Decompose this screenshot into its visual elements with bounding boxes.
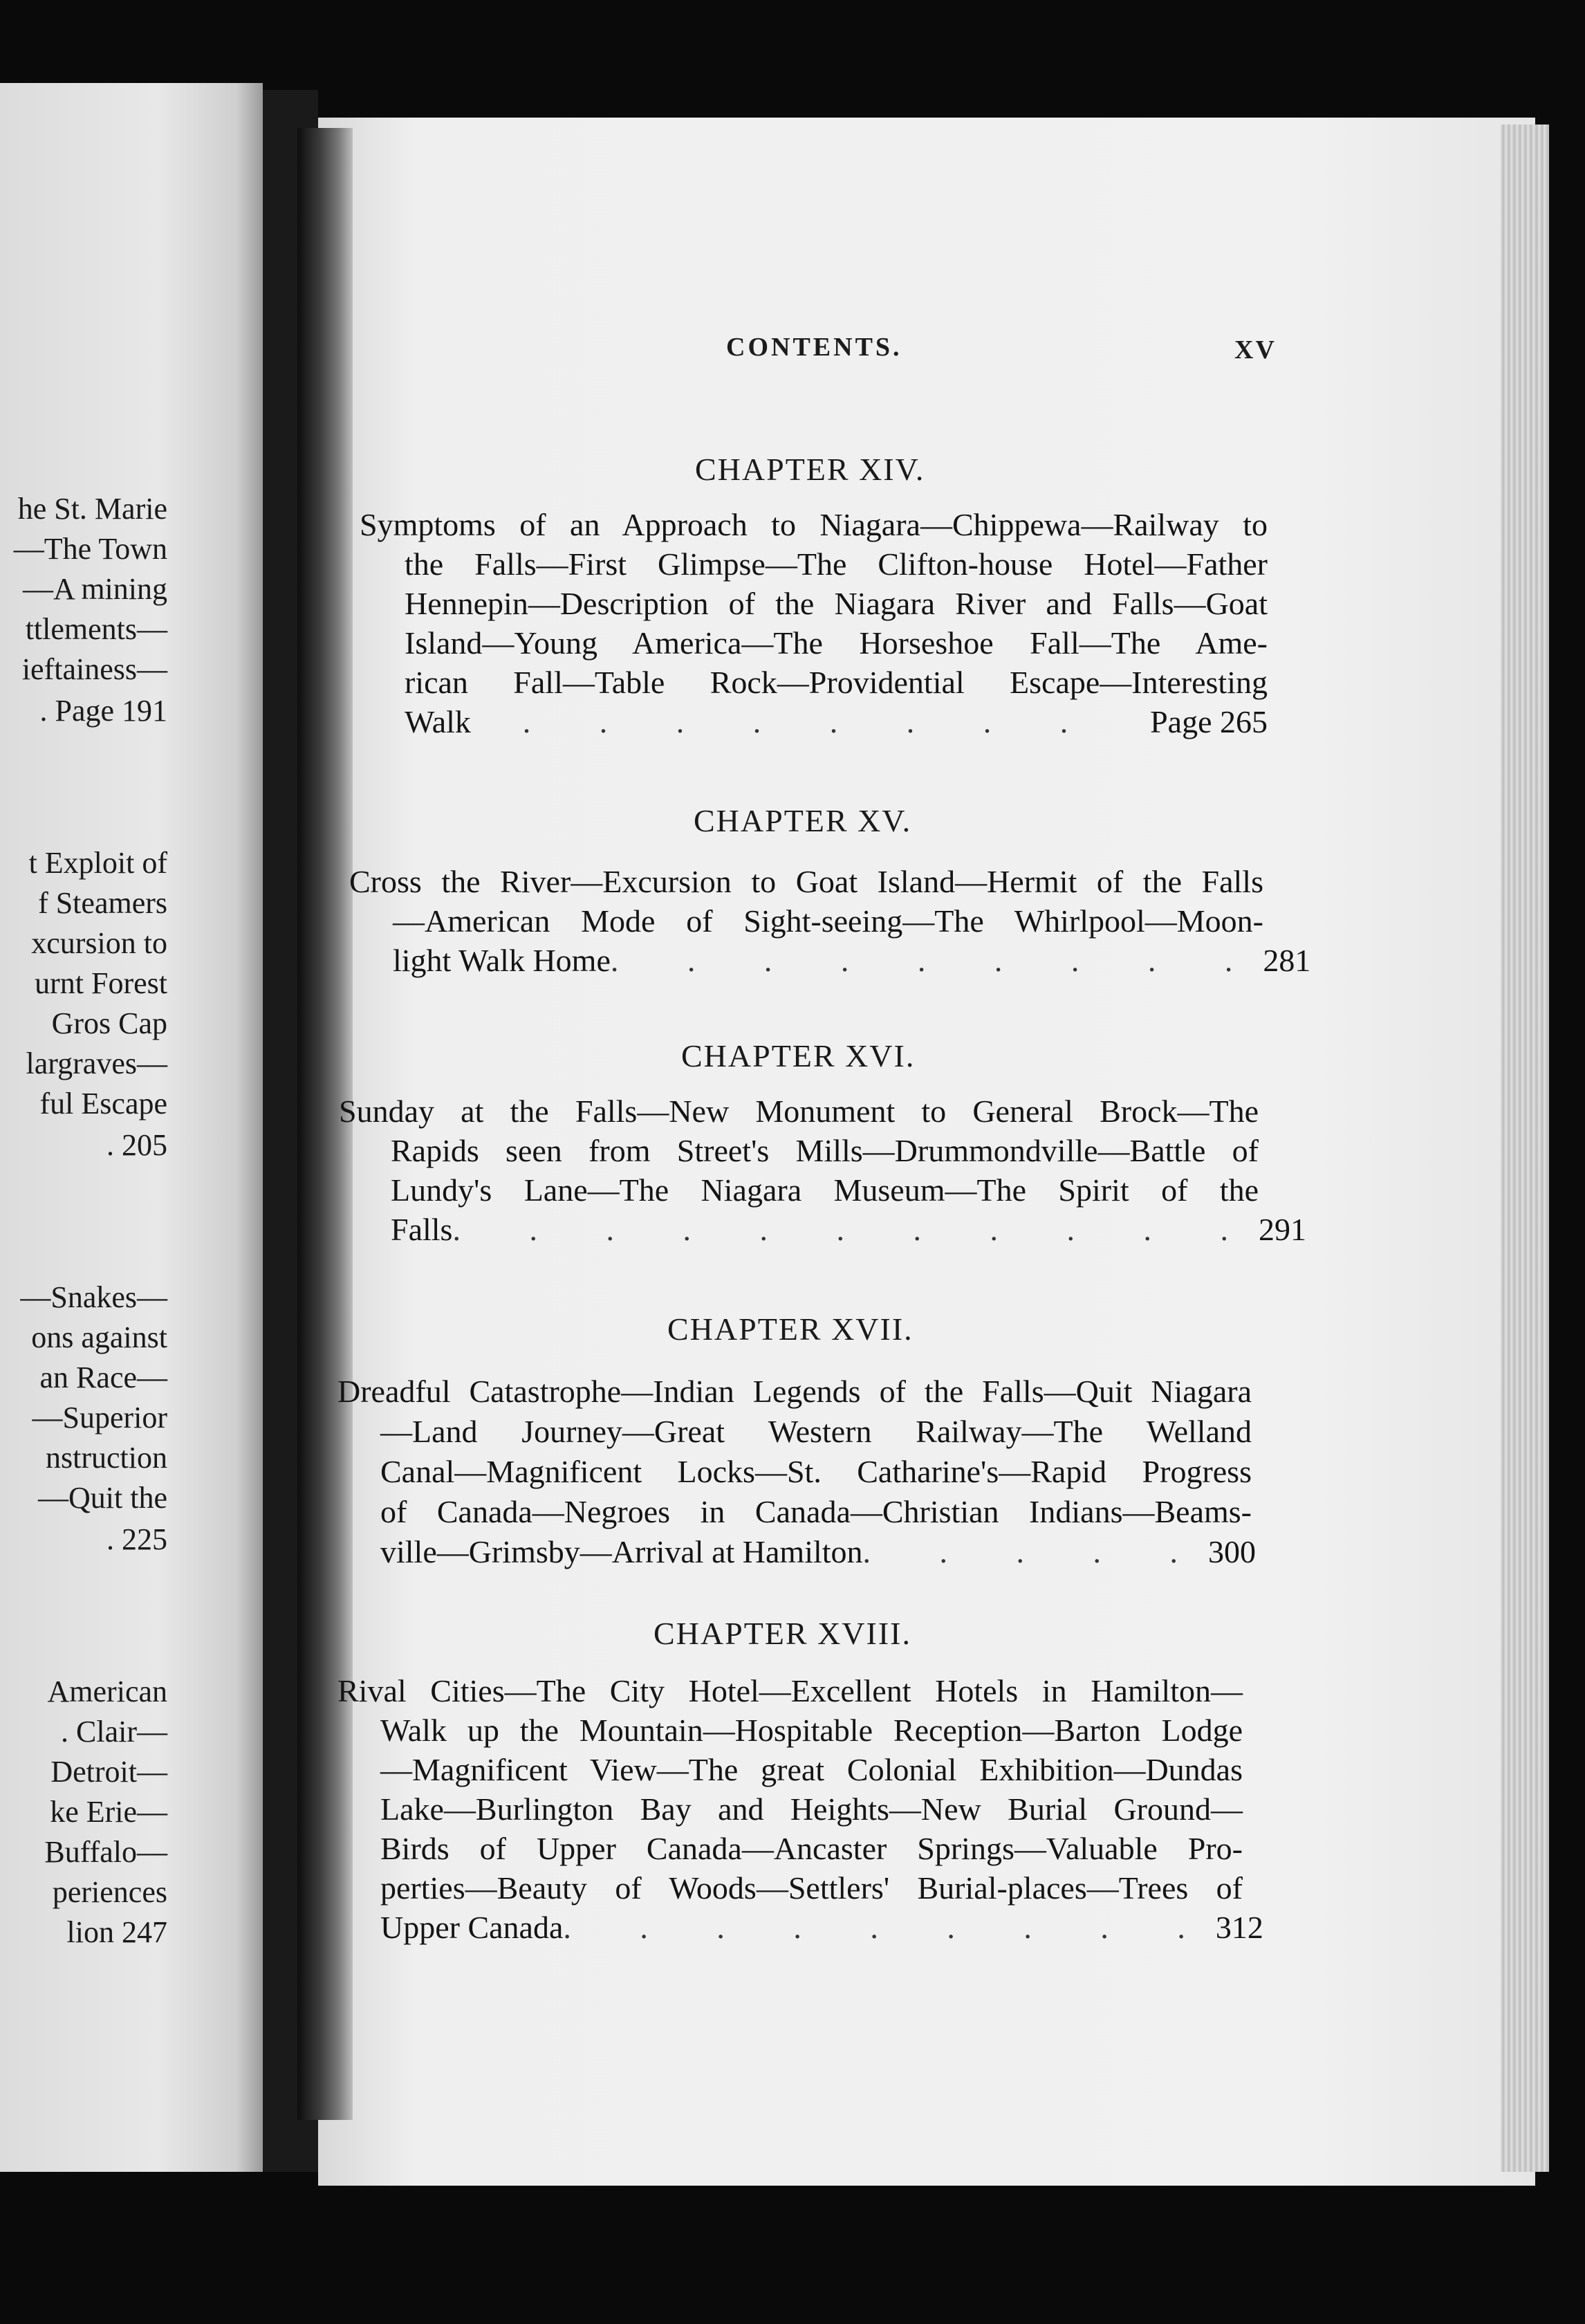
summary-text: rican Fall—Table Rock—Providential Escape—Interesting [405, 665, 1268, 700]
chapter-summary-line [380, 1909, 1263, 1946]
left-page-line: ke Erie— [50, 1795, 167, 1829]
summary-text: Sunday at the Falls—New Monument to General Brock—The [339, 1094, 1259, 1129]
chapter-summary-line [337, 1373, 1252, 1410]
chapter-summary-line [405, 664, 1268, 701]
chapter-summary-line [380, 1791, 1243, 1827]
summary-text: Symptoms of an Approach to Niagara—Chippewa—Railway to [360, 507, 1268, 542]
summary-text: —Land Journey—Great Western Railway—The Welland [380, 1414, 1252, 1449]
chapter-page-number: Page 265 [1150, 704, 1268, 739]
chapter-summary-line [339, 1093, 1259, 1129]
summary-text: Island—Young America—The Horseshoe Fall—The Ame- [405, 625, 1268, 661]
leader-dots: . . . . . . . . . . . [452, 1212, 1259, 1247]
summary-text: Hennepin—Description of the Niagara River and Falls—Goat [405, 586, 1268, 621]
chapter-summary-line [393, 942, 1311, 979]
chapter-summary-line [380, 1712, 1243, 1749]
summary-text: of Canada—Negroes in Canada—Christian Indians—Beams- [380, 1494, 1252, 1529]
left-page-line: ieftainess— [21, 652, 167, 686]
chapter-summary-line [405, 585, 1268, 622]
left-page-line: largraves— [26, 1046, 167, 1080]
left-page-line: f Steamers [38, 886, 167, 920]
chapter-summary-line [405, 546, 1268, 582]
left-page-line: —Superior [32, 1401, 167, 1435]
running-head: CONTENTS. [726, 333, 902, 362]
chapter-summary-line [380, 1533, 1257, 1570]
chapter-heading: CHAPTER XVI. [681, 1038, 916, 1073]
left-page-line: nstruction [46, 1441, 167, 1475]
chapter-summary-line [391, 1172, 1259, 1208]
chapter-summary-line [380, 1870, 1243, 1906]
summary-text: Rapids seen from Street's Mills—Drummondville—Battle of [391, 1133, 1259, 1168]
summary-text: —Magnificent View—The great Colonial Exhibition—Dundas [380, 1752, 1243, 1787]
left-page-line: ttlements— [25, 612, 167, 646]
left-page-line: he St. Marie [17, 492, 167, 526]
chapter-page-number: 300 [1208, 1534, 1257, 1569]
left-page-line: —A mining [22, 572, 167, 606]
chapter-summary-line [360, 506, 1268, 543]
left-page-line: —The Town [13, 532, 167, 566]
summary-text: Canal—Magnificent Locks—St. Catharine's—Rapid Progress [380, 1454, 1252, 1489]
left-page-line: Gros Cap [51, 1006, 167, 1040]
chapter-summary-line [391, 1211, 1306, 1248]
left-page-line: Buffalo— [44, 1835, 167, 1869]
left-page-line: ful Escape [39, 1087, 167, 1120]
chapter-heading: CHAPTER XVII. [667, 1311, 914, 1347]
left-page-line: t Exploit of [28, 846, 167, 880]
left-page-line: —Quit the [38, 1481, 167, 1515]
chapter-page-number: 281 [1263, 943, 1311, 978]
left-page-line: lion 247 [66, 1915, 167, 1949]
left-page-line: xcursion to [31, 926, 167, 960]
chapter-heading: CHAPTER XVIII. [654, 1616, 911, 1651]
previous-page-fragment [0, 83, 263, 2172]
summary-text: Cross the River—Excursion to Goat Island—Hermit of the Falls [349, 864, 1263, 899]
left-page-line: periences [52, 1875, 167, 1909]
summary-text: Walk [405, 704, 471, 739]
chapter-summary-line [349, 863, 1263, 900]
left-page-line: . Clair— [61, 1715, 167, 1749]
left-page-line: . 205 [106, 1128, 167, 1162]
left-page-line: American [47, 1675, 167, 1708]
left-page-line: ons against [31, 1320, 167, 1354]
leader-dots: . . . . . . . . . [563, 1910, 1216, 1945]
chapter-summary-line [380, 1453, 1252, 1490]
chapter-summary-line [380, 1493, 1252, 1530]
summary-text: Dreadful Catastrophe—Indian Legends of the Falls—Quit Niagara [337, 1374, 1252, 1409]
chapter-summary-line [337, 1672, 1243, 1709]
chapter-page-number: 312 [1215, 1910, 1263, 1945]
leader-dots: . . . . . . . . [522, 704, 1099, 739]
summary-text: Lundy's Lane—The Niagara Museum—The Spirit of the [391, 1172, 1259, 1208]
chapter-heading: CHAPTER XV. [694, 803, 912, 838]
leader-dots: . . . . . [862, 1534, 1209, 1569]
summary-text: Birds of Upper Canada—Ancaster Springs—Valuable Pro- [380, 1831, 1243, 1866]
chapter-summary-line [391, 1132, 1259, 1169]
summary-text: Falls [391, 1212, 453, 1247]
left-page-line: . 225 [106, 1522, 167, 1556]
chapter-summary-line [405, 703, 1268, 740]
summary-text: —American Mode of Sight-seeing—The Whirlpool—Moon- [393, 903, 1263, 939]
page-number: XV [1234, 335, 1277, 365]
page-edges [1501, 124, 1549, 2172]
summary-text: perties—Beauty of Woods—Settlers' Burial-places—Trees of [380, 1870, 1243, 1906]
chapter-summary-line [393, 903, 1263, 939]
summary-text: the Falls—First Glimpse—The Clifton-house Hotel—Father [405, 546, 1268, 582]
left-page-line: urnt Forest [35, 966, 167, 1000]
leader-dots: . . . . . . . . . [610, 943, 1263, 978]
chapter-summary-line [380, 1830, 1243, 1867]
summary-text: Rival Cities—The City Hotel—Excellent Hotels in Hamilton— [337, 1673, 1243, 1708]
left-page-line: —Snakes— [20, 1280, 167, 1314]
left-page-line: . Page 191 [39, 694, 167, 728]
chapter-page-number: 291 [1258, 1212, 1306, 1247]
summary-text: light Walk Home [393, 943, 611, 978]
summary-text: Upper Canada [380, 1910, 564, 1945]
summary-text: ville—Grimsby—Arrival at Hamilton [380, 1534, 863, 1569]
chapter-heading: CHAPTER XIV. [695, 452, 925, 487]
left-page-line: Detroit— [50, 1755, 167, 1789]
chapter-summary-line [380, 1413, 1252, 1450]
chapter-summary-line [380, 1751, 1243, 1788]
summary-text: Lake—Burlington Bay and Heights—New Burial Ground— [380, 1791, 1243, 1827]
left-page-line: an Race— [39, 1361, 167, 1394]
summary-text: Walk up the Mountain—Hospitable Reception—Barton Lodge [380, 1713, 1243, 1748]
chapter-summary-line [405, 625, 1268, 661]
